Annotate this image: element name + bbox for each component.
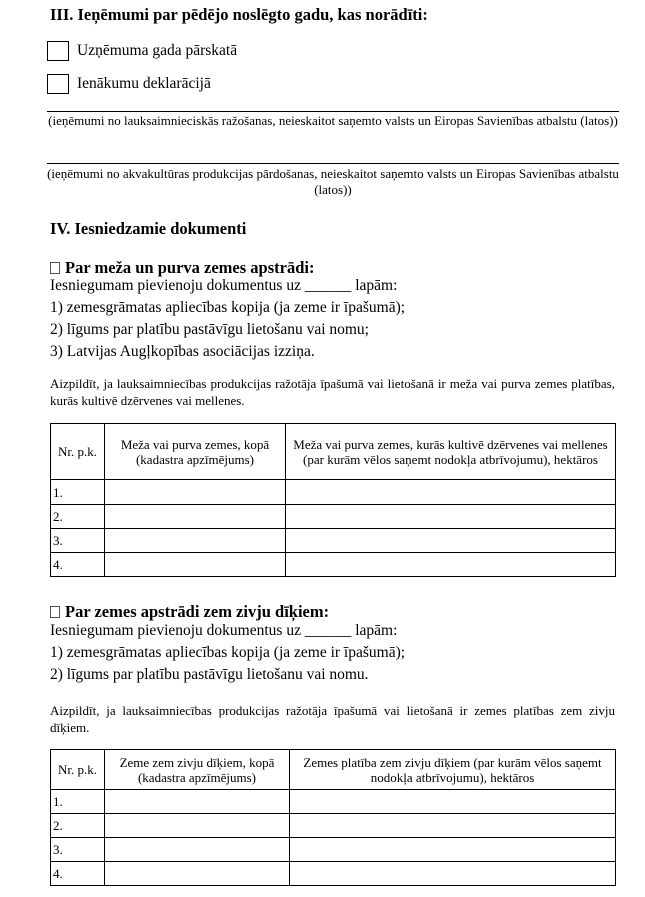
- ponds-item-1: 1) zemesgrāmatas apliecības kopija (ja zeme ir īpašumā);: [50, 644, 406, 661]
- ponds-hectares-cell[interactable]: [290, 814, 616, 838]
- forest-header-cultivated: Meža vai purva zemes, kurās kultivē dzērvenes vai mellenes (par kurām vēlos saņemt nodokļa atbrīvojumu), hektāros: [286, 424, 616, 480]
- agri-income-note: (ieņēmumi no lauksaimnieciskās ražošanas, neieskaitot saņemto valsts un Eiropas Savienības atbalstu (latos)): [48, 113, 618, 128]
- forest-hectares-cell[interactable]: [286, 480, 616, 505]
- table-row: [51, 553, 616, 577]
- ponds-header-area: Zemes platība zem zivju dīķiem (par kurām vēlos saņemt nodokļa atbrīvojumu), hektāros: [290, 750, 616, 790]
- section4-title: IV. Iesniedzamie dokumenti: [50, 219, 247, 238]
- ponds-hectares-cell[interactable]: [290, 838, 616, 862]
- forest-instruction: Aizpildīt, ja lauksaimniecības produkcijas ražotāja īpašumā vai lietošanā ir meža vai purva zemes platības, kurās kultivē dzērvenes vai mellenes.: [50, 376, 615, 408]
- aqua-income-field-line[interactable]: [47, 163, 619, 164]
- ponds-cadastre-cell[interactable]: [105, 862, 290, 886]
- table-row: [51, 838, 616, 862]
- row-number: 4.: [51, 553, 105, 577]
- forest-header-nr: Nr. p.k.: [51, 424, 105, 480]
- forest-cadastre-cell[interactable]: [105, 480, 286, 505]
- section3-title: III. Ieņēmumi par pēdējo noslēgto gadu, kas norādīti:: [50, 5, 428, 24]
- ponds-item-2: 2) līgums par platību pastāvīgu lietošanu vai nomu.: [50, 666, 369, 683]
- forest-checkbox[interactable]: [50, 262, 60, 274]
- forest-item-1: 1) zemesgrāmatas apliecības kopija (ja zeme ir īpašumā);: [50, 299, 406, 316]
- ponds-heading: [50, 602, 329, 622]
- row-number: 1.: [51, 790, 105, 814]
- forest-header-total: Meža vai purva zemes, kopā (kadastra apzīmējums): [105, 424, 286, 480]
- ponds-cadastre-cell[interactable]: [105, 790, 290, 814]
- row-number: 4.: [51, 862, 105, 886]
- forest-item-3: 3) Latvijas Augļkopības asociācijas izziņa.: [50, 343, 315, 360]
- row-number: 3.: [51, 838, 105, 862]
- annual-report-label: Uzņēmuma gada pārskatā: [77, 42, 238, 59]
- forest-hectares-cell[interactable]: [286, 529, 616, 553]
- agri-income-field-line[interactable]: [47, 111, 619, 112]
- forest-attach-line: Iesniegumam pievienoju dokumentus uz ______ lapām:: [50, 277, 398, 294]
- table-row: [51, 505, 616, 529]
- ponds-attach-line: Iesniegumam pievienoju dokumentus uz ______ lapām:: [50, 622, 398, 639]
- ponds-table: [50, 749, 616, 886]
- ponds-checkbox[interactable]: [50, 606, 60, 618]
- forest-item-2: 2) līgums par platību pastāvīgu lietošanu vai nomu;: [50, 321, 369, 338]
- row-number: 3.: [51, 529, 105, 553]
- forest-hectares-cell[interactable]: [286, 505, 616, 529]
- ponds-header-total: Zeme zem zivju dīķiem, kopā (kadastra apzīmējums): [105, 750, 290, 790]
- forest-cadastre-cell[interactable]: [105, 529, 286, 553]
- ponds-header-nr: Nr. p.k.: [51, 750, 105, 790]
- row-number: 2.: [51, 814, 105, 838]
- table-row: [51, 480, 616, 505]
- forest-heading-text: Par meža un purva zemes apstrādi:: [65, 258, 315, 277]
- ponds-heading-text: Par zemes apstrādi zem zivju dīķiem:: [65, 602, 330, 621]
- forest-table: [50, 423, 616, 577]
- income-declaration-label: Ienākumu deklarācijā: [77, 75, 211, 92]
- ponds-cadastre-cell[interactable]: [105, 814, 290, 838]
- ponds-hectares-cell[interactable]: [290, 862, 616, 886]
- ponds-doc-list: [50, 620, 405, 686]
- ponds-cadastre-cell[interactable]: [105, 838, 290, 862]
- aqua-income-note: (ieņēmumi no akvakultūras produkcijas pārdošanas, neieskaitot saņemto valsts un Eiropas Savienības atbalstu (latos)): [47, 166, 619, 197]
- table-row: [51, 529, 616, 553]
- forest-cadastre-cell[interactable]: [105, 553, 286, 577]
- annual-report-checkbox[interactable]: [47, 41, 69, 61]
- forest-doc-list: [50, 275, 405, 363]
- forest-cadastre-cell[interactable]: [105, 505, 286, 529]
- ponds-hectares-cell[interactable]: [290, 790, 616, 814]
- table-row: [51, 814, 616, 838]
- table-row: [51, 790, 616, 814]
- forest-hectares-cell[interactable]: [286, 553, 616, 577]
- ponds-instruction: Aizpildīt, ja lauksaimniecības produkcijas ražotāja īpašumā vai lietošanā ir zemes platības zem zivju dīķiem.: [50, 703, 615, 735]
- row-number: 1.: [51, 480, 105, 505]
- income-declaration-checkbox[interactable]: [47, 74, 69, 94]
- row-number: 2.: [51, 505, 105, 529]
- table-row: [51, 862, 616, 886]
